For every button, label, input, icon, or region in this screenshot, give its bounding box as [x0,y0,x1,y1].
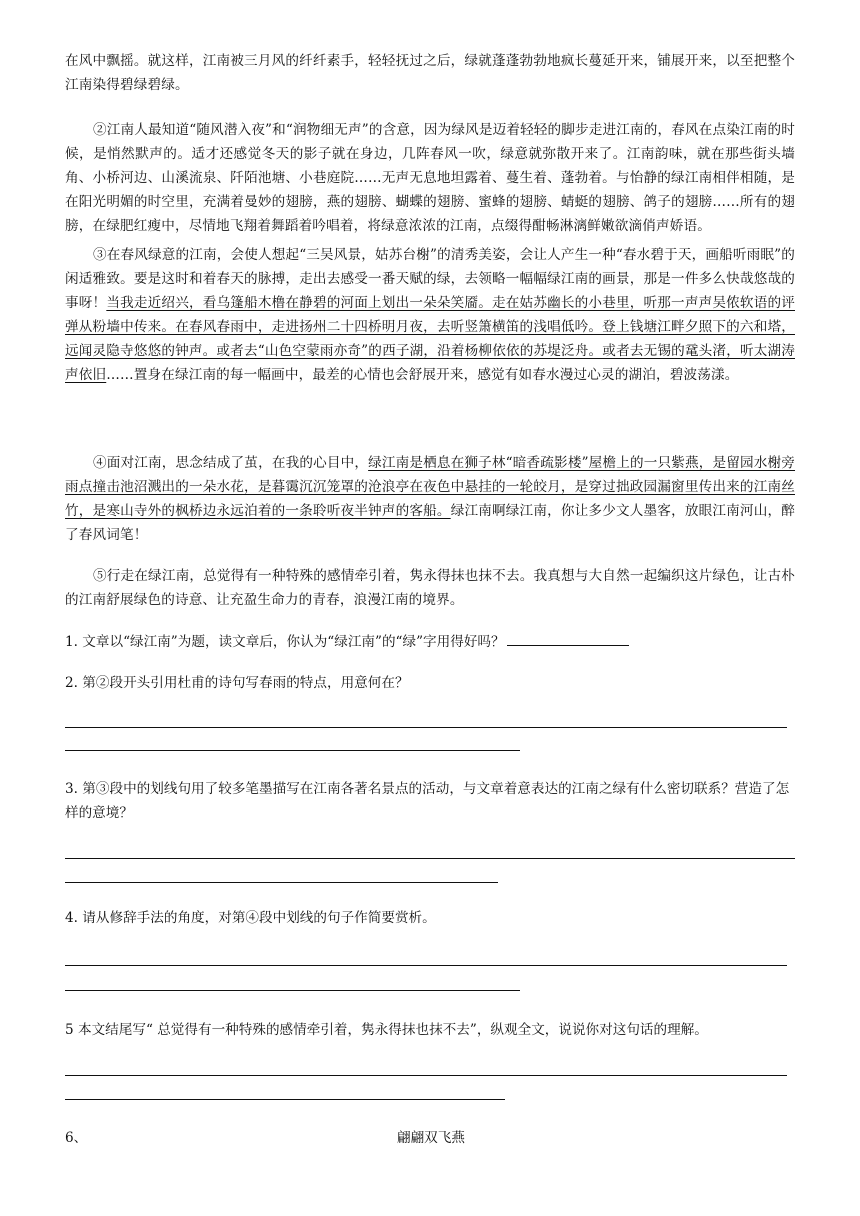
question-1-text: 1. 文章以“绿江南”为题，读文章后，你认为“绿江南”的“绿”字用得好吗？ [65,634,505,650]
paragraph-1-continued: 在风中飘摇。就这样，江南被三月风的纤纤素手，轻轻抚过之后，绿就蓬蓬勃勃地疯长蔓延开来，铺展开来，以至把整个江南染得碧绿碧绿。 [65,53,795,93]
paragraph-3-text: ③在春风绿意的江南，会使人想起“三吴风景，姑苏台榭”的清秀美姿，会让人产生一种“春水碧于天，画船听雨眠”的闲适雅致。要是这时和着春天的脉搏，走出去感受一番天赋的绿，去领略一幅幅绿江南的画景，那是一件多么快哉悠哉的事呀！ [65,247,795,311]
question-4: 4. 请从修辞手法的角度，对第④段中划线的句子作简要赏析。 [65,910,436,926]
question-4-answer-line-2[interactable] [65,990,520,991]
paragraph-2: ②江南人最知道“随风潜入夜”和“润物细无声”的含意，因为绿风是迈着轻轻的脚步走进江南的，春风在点染江南的时候，是悄然默声的。适才还感觉冬天的影子就在身边，几阵春风一吹，绿意就弥散开来了。江南韵味，就在那些街头墙角、小桥河边、山溪流泉、阡陌池塘、小巷庭院……无声无息地坦露着、蔓生着、蓬勃着。与怡静的绿江南相伴相随，是在阳光明媚的时空里，充满着曼妙的翅膀，燕的翅膀、蝴蝶的翅膀、蜜蜂的翅膀、蜻蜓的翅膀、鸽子的翅膀……所有的翅膀，在绿肥红瘦中，尽情地飞翔着舞蹈着吟唱着，将绿意浓浓的江南，点缀得酣畅淋漓鲜嫩欲滴俏声娇语。 [65,122,795,234]
question-5-answer-line-2[interactable] [65,1099,505,1100]
question-4-answer-line-1[interactable] [65,965,787,966]
question-3: 3. 第③段中的划线句用了较多笔墨描写在江南各著名景点的活动，与文章着意表达的江南之绿有什么密切联系？营造了怎样的意境？ [65,781,790,821]
question-2: 2. 第②段开头引用杜甫的诗句写春雨的特点，用意何在？ [65,675,409,691]
question-3-answer-line-1[interactable] [65,858,795,859]
paragraph-3-tail: ……置身在绿江南的每一幅画中，最差的心情也会舒展开来，感觉有如春水漫过心灵的湖泊，碧波荡漾。 [106,367,739,383]
paragraph-5: ⑤行走在绿江南，总觉得有一种特殊的感情牵引着，隽永得抹也抹不去。我真想与大自然一起编织这片绿色，让古朴的江南舒展绿色的诗意、让充盈生命力的青春，浪漫江南的境界。 [65,568,795,608]
paragraph-4-tail: 绿江南啊绿江南，你让多少文人墨客，放眼江南河山，醉了春风词笔！ [65,503,796,543]
question-1 [65,630,800,654]
question-5: 5 本文结尾写“ 总觉得有一种特殊的感情牵引着，隽永得抹也抹不去”，纵观全文，说说你对这句话的理解。 [65,1022,708,1038]
paragraph-4-underlined: 绿江南是栖息在狮子林“暗香疏影楼”屋檐上的一只紫燕，是留园水榭旁雨点撞击池沼溅出的一朵水花，是暮霭沉沉笼罩的沧浪亭在夜色中悬挂的一轮皎月，是穿过拙政园漏窗里传出来的江南丝竹，是寒山寺外的枫桥边永远泊着的一条聆听夜半钟声的客船。 [65,455,796,519]
question-3-answer-line-2[interactable] [65,882,498,883]
question-2-answer-line-2[interactable] [65,750,520,751]
question-2-answer-line-1[interactable] [65,727,787,728]
question-1-answer-blank[interactable] [507,631,629,646]
next-item-number: 6、 [65,1130,88,1146]
question-5-answer-line-1[interactable] [65,1075,787,1076]
paragraph-3-underlined: 当我走近绍兴，看乌篷船木橹在静碧的河面上划出一朵朵笑靥。走在姑苏幽长的小巷里，听那一声声吴侬软语的评弹从粉墙中传来。在春风春雨中，走进扬州二十四桥明月夜，去听竖箫横笛的浅唱低吟。登上钱塘江畔夕照下的六和塔，远闻灵隐寺悠悠的钟声。或者去“山色空蒙雨亦奇”的西子湖，沿着杨柳依依的苏堤泛舟。或者去无锡的鼋头渚，听太湖涛声依旧 [65,295,795,383]
paragraph-3 [65,243,795,387]
paragraph-4 [65,451,795,547]
paragraph-4-text: ④面对江南，思念结成了茧，在我的心目中， [93,455,369,471]
next-passage-title: 翩翩双飞燕 [397,1130,465,1146]
